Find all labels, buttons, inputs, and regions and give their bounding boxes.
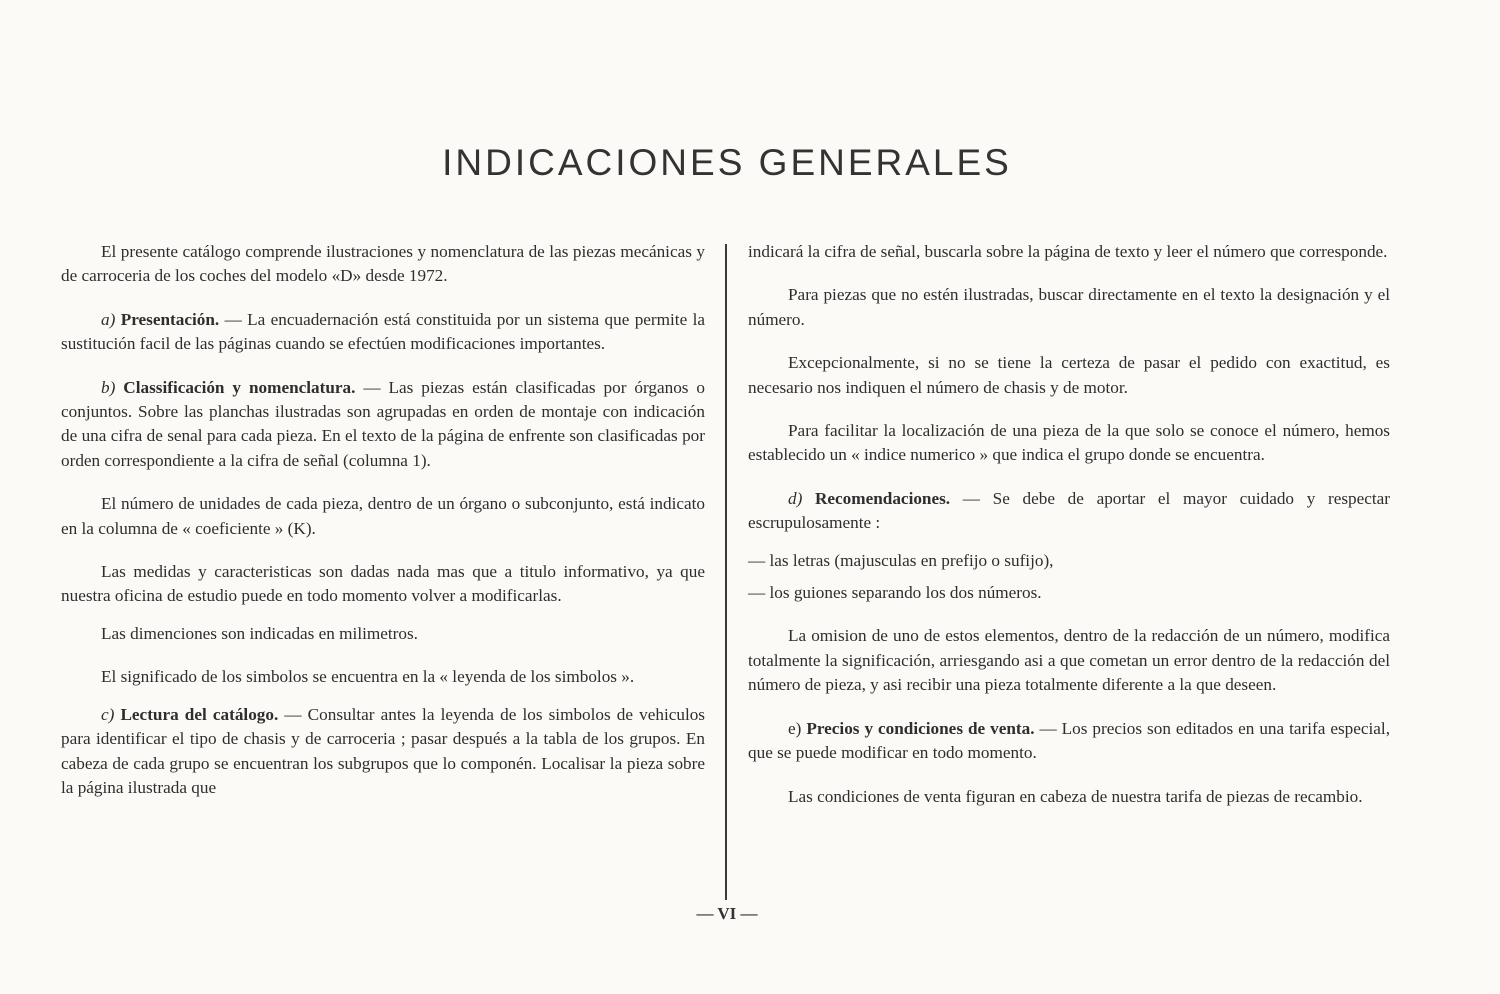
paragraph-dimenciones: Las dimenciones son indicadas en milimetros. [101,623,418,643]
page-number: — VI — [696,904,758,923]
section-heading: Precios y condiciones de venta. [806,718,1035,738]
paragraph-continuation: indicará la cifra de señal, buscarla sobre la página de texto y leer el número que corresponde. [748,242,1388,261]
paragraph-precios [748,717,1390,766]
paragraph-condiciones: Las condiciones de venta figuran en cabeza de nuestra tarifa de piezas de recambio. [788,786,1363,806]
section-marker: b) [101,377,116,397]
paragraph-medidas: Las medidas y caracteristicas son dadas nada mas que a titulo informativo, ya que nuestra oficina de estudio puede en todo momento volver a modificarlas. [61,562,705,606]
section-heading: Classificación y nomenclatura. [123,377,356,397]
paragraph-omision: La omision de uno de estos elementos, dentro de la redacción de un número, modifica totalmente la significación, arriesgando asi a que cometan un error dentro de la redacción del número de pieza, y asi recibir una pieza totalmente diferente a la que deseen. [748,626,1390,695]
section-text: — Las piezas están clasificadas por órganos o conjuntos. Sobre las planchas ilustradas son agrupadas en orden de montaje con indicación de una cifra de senal para cada pieza. En el texto de la página de enfrente son clasificadas por orden correspondiente a la cifra de señal (columna 1). [61,377,706,470]
section-text: — La encuadernación está constituida por un sistema que permite la sustitución facil de las páginas cuando se efectúen modificaciones importantes. [61,309,705,354]
left-column [61,240,705,819]
paragraph-indice-numerico: Para facilitar la localización de una pieza de la que solo se conoce el número, hemos establecido un « indice numerico » que indica el grupo donde se encuentra. [748,421,1390,465]
paragraph-unidades: El número de unidades de cada pieza, dentro de un órgano o subconjunto, está indicato en la columna de « coeficiente » (K). [61,494,705,538]
paragraph-excepcionalmente: Excepcionalmente, si no se tiene la certeza de pasar el pedido con exactitud, es necesario nos indiquen el número de chasis y de motor. [748,353,1390,397]
section-marker: d) [788,488,803,508]
paragraph-presentacion [61,308,705,357]
section-text: — Los precios son editados en una tarifa especial, que se puede modificar en todo momento. [748,718,1390,763]
paragraph-piezas-no-ilustradas: Para piezas que no estén ilustradas, buscar directamente en el texto la designación y el número. [748,285,1390,329]
paragraph-lectura [61,703,705,801]
paragraph-intro: El presente catálogo comprende ilustraciones y nomenclatura de las piezas mecánicas y de carroceria de los coches del modelo «D» desde 1972. [61,242,705,286]
right-column [748,240,1390,828]
section-heading: Presentación. [120,309,220,329]
list-item-letras: — las letras (majusculas en prefijo o sufijo), [748,550,1054,570]
section-marker: e) [788,718,802,738]
section-text: — Consultar antes la leyenda de los simbolos de vehiculos para identificar el tipo de chasis y de carroceria ; pasar después a la tabla de los grupos. En cabeza de cada grupo se encuentran los subgrupos que lo componén. Localisar la pieza sobre la página ilustrada que [61,704,706,797]
section-heading: Recomendaciones. [815,488,951,508]
section-marker: c) [101,704,115,724]
paragraph-clasificacion [61,376,705,474]
section-text: — Se debe de aportar el mayor cuidado y respectar escrupulosamente : [748,488,1390,533]
page-title: INDICACIONES GENERALES [442,142,1012,183]
column-divider [725,244,727,900]
paragraph-simbolos: El significado de los simbolos se encuentra en la « leyenda de los simbolos ». [101,667,635,687]
list-item-guiones: — los guiones separando los dos números. [748,583,1042,603]
paragraph-recomendaciones [748,487,1390,536]
section-marker: a) [101,309,116,329]
section-heading: Lectura del catálogo. [120,704,279,724]
